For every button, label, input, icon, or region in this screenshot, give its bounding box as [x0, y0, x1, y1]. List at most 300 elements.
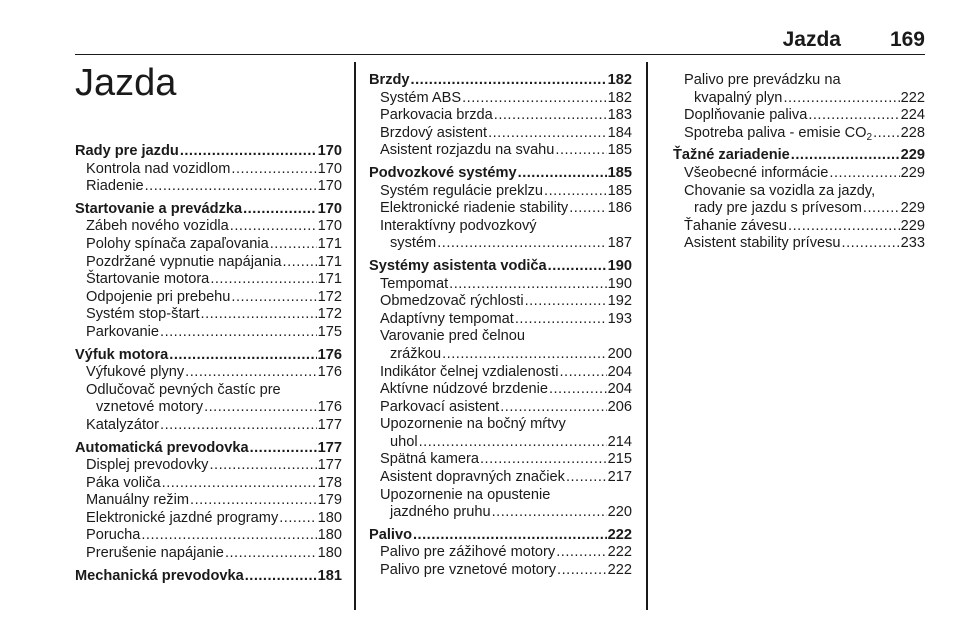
toc-entry-label	[684, 235, 841, 253]
toc-page-number: 181	[317, 567, 342, 584]
toc-entry-label	[380, 399, 499, 417]
toc-leader-dots	[515, 311, 607, 329]
toc-entry-row	[380, 544, 632, 562]
toc-page-number: 206	[607, 398, 632, 415]
toc-entry[interactable]	[75, 324, 342, 342]
toc-page-number: 192	[607, 293, 632, 310]
toc-page-number: 229	[900, 164, 925, 181]
toc-page-number: 204	[607, 381, 632, 398]
toc-entry-label	[86, 527, 140, 545]
toc-entry-text: Palivo pre zážihové motory	[380, 544, 556, 561]
toc-page-number: 214	[607, 433, 632, 450]
toc-page-number: 170	[317, 200, 342, 217]
toc-entry[interactable]	[369, 562, 632, 580]
toc-entry[interactable]	[75, 382, 342, 417]
toc-leader-dots	[492, 504, 607, 522]
toc-page-number: 171	[317, 235, 342, 252]
toc-page-number: 170	[317, 178, 342, 195]
toc-leader-dots	[250, 440, 317, 458]
toc-entry-row	[86, 178, 342, 196]
toc-leader-dots	[204, 399, 317, 417]
toc-page-number: 222	[607, 526, 632, 543]
toc-entry-row	[380, 451, 632, 469]
toc-leader-dots	[245, 568, 317, 586]
toc-leader-dots	[231, 289, 316, 307]
toc-leader-dots	[791, 147, 900, 165]
toc-page-number: 229	[900, 147, 925, 164]
toc-entry[interactable]	[673, 72, 925, 107]
toc-entry-label	[86, 492, 189, 510]
toc-entry-label	[86, 417, 159, 435]
toc-entry-text: kvapalný plyn	[694, 89, 783, 106]
toc-section-title: Rady pre jazdu	[75, 143, 179, 159]
toc-entry-label	[380, 364, 558, 382]
toc-leader-dots	[788, 218, 900, 236]
chapter-title: Jazda	[75, 62, 177, 104]
toc-page-number: 233	[900, 235, 925, 252]
toc-leader-dots	[544, 183, 607, 201]
toc-entry-label	[86, 475, 161, 493]
toc-section-title: Ťažné zariadenie	[673, 147, 790, 164]
toc-page-number: 184	[607, 124, 632, 141]
toc-entry-row	[390, 235, 632, 253]
toc-entry-row	[380, 399, 632, 417]
toc-entry-text: Indikátor čelnej vzdialenosti	[380, 363, 559, 380]
toc-entry[interactable]	[75, 306, 342, 324]
toc-entry-row	[86, 527, 342, 545]
toc-leader-dots	[559, 364, 606, 382]
toc-entry-text: rady pre jazdu s prívesom	[694, 200, 862, 217]
toc-entry-text: Štartovanie motora	[86, 271, 210, 288]
toc-entry-text: Aktívne núdzové brzdenie	[380, 381, 548, 398]
toc-entry-label	[96, 399, 203, 417]
toc-section-heading[interactable]	[75, 143, 342, 161]
toc-entry-continuation	[684, 200, 925, 218]
toc-page-number: 228	[900, 124, 925, 141]
toc-entry[interactable]	[369, 544, 632, 562]
toc-entry-row	[684, 218, 925, 236]
toc-section-title: Mechanická prevodovka	[75, 567, 244, 584]
toc-entry-row	[390, 346, 632, 364]
toc-page-number: 177	[317, 439, 342, 456]
toc-entry[interactable]	[369, 487, 632, 522]
toc-entry-label	[86, 324, 159, 342]
toc-section	[369, 165, 632, 253]
toc-page-number: 229	[900, 200, 925, 217]
toc-section-heading[interactable]	[75, 440, 342, 458]
toc-entry[interactable]	[369, 183, 632, 201]
toc-entry-continuation	[380, 504, 632, 522]
toc-entry[interactable]	[75, 417, 342, 435]
toc-entry-row	[86, 475, 342, 493]
toc-entry-label	[694, 200, 862, 218]
toc-entry[interactable]	[673, 165, 925, 183]
toc-entry-continuation	[380, 346, 632, 364]
toc-entry[interactable]	[369, 416, 632, 451]
toc-page-number: 222	[607, 544, 632, 561]
toc-leader-dots	[449, 276, 607, 294]
toc-leader-dots	[783, 90, 899, 108]
toc-entry-label	[694, 90, 782, 108]
toc-entry-text: Kontrola nad vozidlom	[86, 160, 231, 177]
toc-page-number: 222	[607, 562, 632, 579]
toc-leader-dots	[210, 271, 316, 289]
toc-page-number: 185	[607, 164, 632, 181]
toc-leader-dots	[829, 165, 899, 183]
toc-section	[75, 568, 342, 586]
toc-leader-dots	[411, 72, 607, 90]
toc-entry[interactable]	[75, 492, 342, 510]
toc-entry-line: Upozornenie na bočný mŕtvy	[380, 416, 566, 433]
toc-section-heading[interactable]	[369, 165, 632, 183]
toc-entry[interactable]	[673, 107, 925, 125]
toc-leader-dots	[279, 510, 316, 528]
column-divider	[646, 62, 648, 610]
toc-section-title: Startovanie a prevádzka	[75, 200, 243, 217]
toc-entry-row	[684, 235, 925, 253]
toc-leader-dots	[160, 324, 317, 342]
toc-page-number: 180	[317, 527, 342, 544]
toc-entry-row	[380, 381, 632, 399]
toc-entry[interactable]	[75, 475, 342, 493]
toc-entry[interactable]	[369, 451, 632, 469]
toc-entry-row	[86, 289, 342, 307]
toc-entry-text: Asistent dopravných značiek	[380, 469, 565, 486]
toc-leader-dots	[569, 200, 606, 218]
toc-entry-row	[380, 142, 632, 160]
toc-section-heading[interactable]	[75, 568, 342, 586]
toc-page-number: 179	[317, 492, 342, 509]
toc-page-number: 172	[317, 288, 342, 305]
toc-entry-text: Systém regulácie preklzu	[380, 182, 544, 199]
toc-leader-dots	[141, 527, 316, 545]
toc-leader-dots	[494, 107, 607, 125]
toc-entry-text: zrážkou	[390, 345, 442, 362]
toc-section-title: Brzdy	[369, 72, 410, 88]
toc-entry[interactable]	[75, 218, 342, 236]
toc-section	[369, 258, 632, 522]
toc-entry-row	[694, 200, 925, 218]
toc-entry[interactable]	[673, 235, 925, 253]
toc-page-number: 180	[317, 509, 342, 526]
toc-page-number: 222	[900, 89, 925, 106]
toc-leader-dots	[518, 165, 607, 183]
toc-entry-label	[380, 183, 543, 201]
toc-leader-dots	[209, 457, 316, 475]
toc-entry[interactable]	[673, 218, 925, 236]
toc-entry-label	[380, 451, 479, 469]
toc-section	[673, 72, 925, 142]
toc-entry[interactable]	[75, 510, 342, 528]
toc-section-heading[interactable]	[369, 527, 632, 545]
toc-entry-line: Upozornenie na opustenie	[380, 486, 551, 503]
toc-entry[interactable]	[369, 469, 632, 487]
toc-entry-label	[380, 276, 448, 294]
toc-entry-text: Porucha	[86, 527, 141, 544]
toc-entry-row	[96, 399, 342, 417]
toc-entry[interactable]	[75, 289, 342, 307]
toc-entry[interactable]	[369, 200, 632, 218]
toc-entry-text: Elektronické jazdné programy	[86, 509, 279, 526]
toc-section	[75, 201, 342, 342]
toc-page-number: 175	[317, 323, 342, 340]
toc-entry-label	[86, 254, 282, 272]
toc-entry-text: Katalyzátor	[86, 416, 160, 433]
toc-section	[369, 527, 632, 580]
toc-section	[75, 440, 342, 563]
toc-leader-dots	[185, 364, 316, 382]
toc-entry-line: Chovanie sa vozidla za jazdy,	[684, 182, 876, 199]
toc-entry-row	[86, 161, 342, 179]
toc-column-2	[369, 72, 632, 580]
toc-entry[interactable]	[673, 183, 925, 218]
toc-entry-row	[86, 324, 342, 342]
toc-page-number: 176	[317, 399, 342, 416]
toc-leader-dots	[413, 527, 607, 545]
toc-entry-text: Odpojenie pri prebehu	[86, 288, 231, 305]
toc-entry-label	[380, 200, 568, 218]
toc-entry[interactable]	[75, 236, 342, 254]
toc-entry-label	[380, 381, 548, 399]
toc-leader-dots	[566, 469, 607, 487]
toc-entry[interactable]	[75, 457, 342, 475]
toc-page-number: 229	[900, 217, 925, 234]
toc-entry-text: Parkovanie	[86, 323, 160, 340]
toc-entry-row	[380, 562, 632, 580]
toc-entry-row	[684, 107, 925, 125]
toc-entry-text: Systém stop-štart	[86, 306, 200, 323]
toc-entry-label	[86, 306, 200, 324]
toc-entry[interactable]	[369, 328, 632, 363]
toc-section-heading[interactable]	[75, 347, 342, 365]
toc-leader-dots	[548, 258, 607, 276]
toc-entry-label	[390, 504, 491, 522]
toc-entry[interactable]	[75, 161, 342, 179]
toc-page-number: 220	[607, 504, 632, 521]
toc-leader-dots	[419, 434, 607, 452]
toc-page-number: 217	[607, 469, 632, 486]
toc-section-title: Podvozkové systémy	[369, 164, 517, 181]
toc-entry-text: Displej prevodovky	[86, 457, 209, 474]
toc-entry-row	[390, 434, 632, 452]
toc-entry[interactable]	[75, 545, 342, 563]
toc-page-number: 172	[317, 306, 342, 323]
toc-entry-label	[380, 311, 514, 329]
toc-leader-dots	[230, 218, 317, 236]
toc-leader-dots	[231, 161, 316, 179]
toc-page-number: 176	[317, 346, 342, 363]
toc-entry-text: Prerušenie napájanie	[86, 545, 224, 562]
toc-entry[interactable]	[369, 364, 632, 382]
toc-entry-label	[86, 271, 209, 289]
toc-entry-subscript: 2	[866, 131, 873, 143]
toc-leader-dots	[480, 451, 607, 469]
toc-entry[interactable]	[369, 107, 632, 125]
toc-leader-dots	[160, 417, 317, 435]
toc-entry[interactable]	[75, 254, 342, 272]
toc-entry-label	[86, 364, 184, 382]
toc-entry[interactable]	[673, 125, 925, 143]
toc-entry-text: Tempomat	[380, 275, 449, 292]
toc-entry-label	[380, 142, 554, 160]
toc-entry-label	[86, 510, 278, 528]
toc-section-heading[interactable]	[369, 258, 632, 276]
toc-page-number: 170	[317, 143, 342, 159]
toc-page-number: 200	[607, 345, 632, 362]
toc-entry-label	[86, 218, 229, 236]
toc-page-number: 186	[607, 200, 632, 217]
toc-entry-label	[380, 562, 556, 580]
toc-entry[interactable]	[75, 178, 342, 196]
toc-leader-dots	[525, 293, 607, 311]
toc-entry[interactable]	[369, 311, 632, 329]
toc-leader-dots	[549, 381, 607, 399]
toc-entry-row	[86, 545, 342, 563]
toc-entry[interactable]	[369, 399, 632, 417]
toc-leader-dots	[162, 475, 317, 493]
toc-entry-label	[684, 107, 807, 125]
toc-leader-dots	[842, 235, 900, 253]
toc-entry-row	[380, 276, 632, 294]
toc-leader-dots	[556, 544, 606, 562]
toc-entry-row	[380, 183, 632, 201]
toc-section	[369, 72, 632, 160]
toc-section	[75, 143, 342, 196]
toc-entry-text: Palivo pre vznetové motory	[380, 562, 557, 579]
toc-entry-label	[684, 165, 828, 183]
toc-page-number: 185	[607, 142, 632, 159]
toc-entry-row	[380, 107, 632, 125]
toc-entry-label	[86, 236, 269, 254]
toc-leader-dots	[225, 545, 317, 563]
toc-entry-text: Ťahanie závesu	[684, 217, 788, 234]
toc-page-number: 170	[317, 218, 342, 235]
toc-leader-dots	[190, 492, 317, 510]
toc-entry-label	[390, 346, 441, 364]
toc-page-number: 170	[317, 160, 342, 177]
toc-entry-label	[390, 434, 418, 452]
toc-section-title: Automatická prevodovka	[75, 439, 249, 456]
toc-entry-row	[380, 311, 632, 329]
toc-entry-row	[380, 90, 632, 108]
toc-entry[interactable]	[369, 142, 632, 160]
toc-column-1	[75, 143, 342, 585]
toc-entry[interactable]	[369, 125, 632, 143]
toc-entry-label	[380, 125, 487, 143]
toc-page-number: 182	[607, 72, 632, 88]
toc-entry[interactable]	[369, 276, 632, 294]
toc-section-heading[interactable]	[673, 147, 925, 165]
header-section-name: Jazda	[782, 28, 841, 51]
toc-entry-continuation	[380, 434, 632, 452]
toc-column-3	[673, 72, 925, 253]
toc-section-title: Palivo	[369, 526, 412, 543]
toc-page-number: 177	[317, 457, 342, 474]
toc-entry[interactable]	[369, 218, 632, 253]
toc-entry-row	[86, 510, 342, 528]
toc-leader-dots	[437, 235, 606, 253]
toc-entry-row	[380, 200, 632, 218]
toc-page-number: 190	[607, 257, 632, 274]
toc-entry-row	[86, 364, 342, 382]
toc-entry-row	[380, 364, 632, 382]
running-header	[75, 26, 925, 55]
toc-leader-dots	[201, 306, 317, 324]
toc-entry-text: Polohy spínača zapaľovania	[86, 235, 269, 252]
toc-page-number: 176	[317, 364, 342, 381]
toc-entry[interactable]	[75, 527, 342, 545]
toc-entry-label	[684, 218, 787, 236]
toc-page-number: 204	[607, 363, 632, 380]
toc-entry[interactable]	[369, 293, 632, 311]
toc-entry-text: Systém ABS	[380, 89, 462, 106]
toc-entry-text: Parkovacia brzda	[380, 107, 493, 124]
toc-entry[interactable]	[75, 364, 342, 382]
toc-leader-dots	[488, 125, 607, 143]
toc-section-title: Výfuk motora	[75, 346, 169, 363]
toc-page-number: 178	[317, 474, 342, 491]
toc-leader-dots	[169, 347, 316, 365]
toc-entry-line: Interaktívny podvozkový	[380, 217, 537, 234]
toc-entry-row	[380, 125, 632, 143]
toc-entry-text: Manuálny režim	[86, 492, 190, 509]
toc-entry-text: Brzdový asistent	[380, 124, 488, 141]
toc-page-number: 171	[317, 253, 342, 270]
toc-page-number: 193	[607, 310, 632, 327]
toc-entry-text: Spätná kamera	[380, 451, 479, 468]
toc-entry-label	[380, 90, 461, 108]
toc-entry-label	[390, 235, 436, 253]
toc-section	[75, 347, 342, 435]
toc-entry[interactable]	[369, 381, 632, 399]
toc-entry-row	[86, 306, 342, 324]
toc-entry-text: Pozdržané vypnutie napájania	[86, 253, 282, 270]
toc-entry-row	[86, 417, 342, 435]
toc-entry-text: systém	[390, 235, 437, 252]
toc-entry-text: Zábeh nového vozidla	[86, 218, 229, 235]
toc-section-heading[interactable]	[369, 72, 632, 90]
toc-entry-label	[380, 293, 524, 311]
toc-entry-row	[390, 504, 632, 522]
toc-entry-text: Všeobecné informácie	[684, 164, 829, 181]
toc-entry-row	[694, 90, 925, 108]
toc-entry-text: Spotreba paliva - emisie CO	[684, 124, 867, 141]
toc-entry-line: Varovanie pred čelnou	[380, 328, 525, 345]
toc-entry-text: Parkovací asistent	[380, 398, 500, 415]
header-page-number: 169	[889, 28, 925, 51]
toc-entry-line: Odlučovač pevných častíc pre	[86, 381, 281, 398]
toc-entry-continuation	[380, 235, 632, 253]
toc-section-heading[interactable]	[75, 201, 342, 219]
toc-page-number: 185	[607, 182, 632, 199]
toc-entry-row	[86, 271, 342, 289]
toc-entry-text: Výfukové plyny	[86, 364, 185, 381]
toc-leader-dots	[270, 236, 317, 254]
toc-page-number: 190	[607, 275, 632, 292]
toc-entry-text: jazdného pruhu	[390, 504, 491, 521]
toc-entry-row	[380, 293, 632, 311]
toc-entry-text: Elektronické riadenie stability	[380, 200, 569, 217]
toc-page-number: 171	[317, 271, 342, 288]
toc-leader-dots	[557, 562, 607, 580]
toc-entry-row	[380, 469, 632, 487]
toc-entry[interactable]	[369, 90, 632, 108]
toc-section	[673, 147, 925, 253]
toc-entry[interactable]	[75, 271, 342, 289]
toc-entry-text: Adaptívny tempomat	[380, 310, 514, 327]
toc-entry-continuation	[684, 90, 925, 108]
toc-page-number: 187	[607, 235, 632, 252]
